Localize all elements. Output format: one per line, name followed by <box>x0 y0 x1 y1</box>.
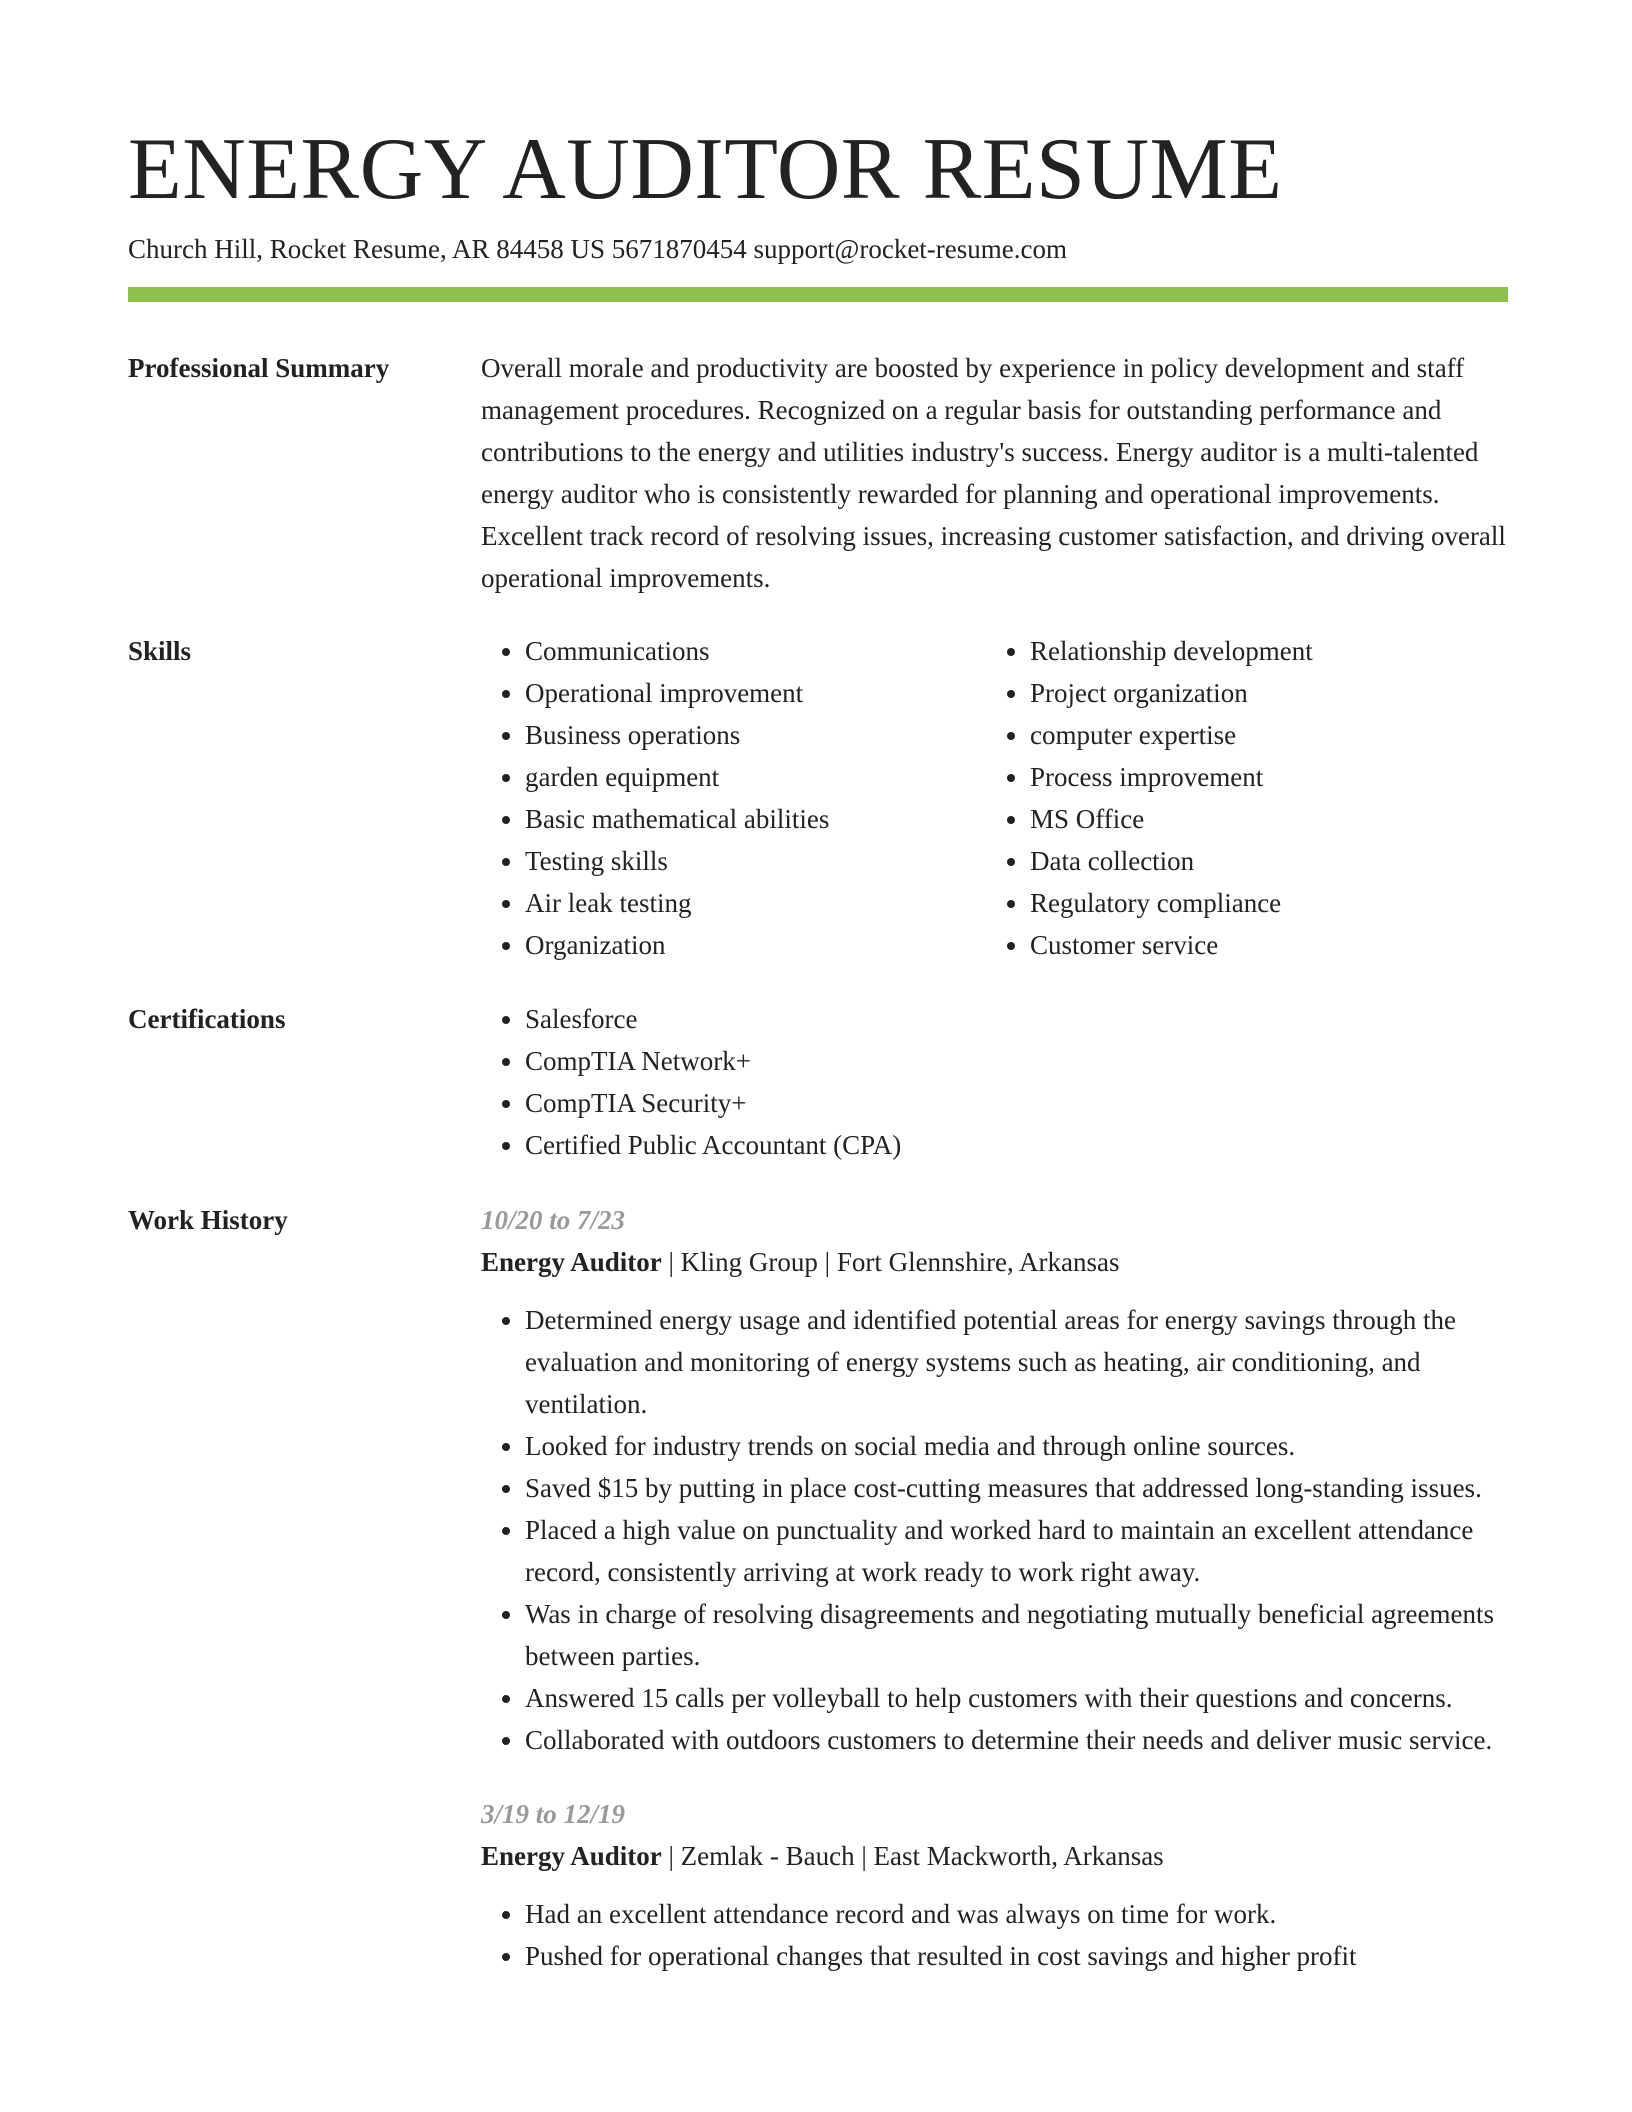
summary-heading: Professional Summary <box>128 353 390 383</box>
skill-item: • Relationship development <box>1030 630 1511 672</box>
certification-item: • CompTIA Security+ <box>525 1082 1511 1124</box>
job-heading <box>481 1835 1511 1877</box>
skill-item: • Regulatory compliance <box>1030 882 1511 924</box>
job-bullet-list <box>481 1893 1511 1977</box>
job-bullet: • Pushed for operational changes that resulted in cost savings and higher profit <box>525 1935 1511 1977</box>
job-employer-location: | Kling Group | Fort Glennshire, Arkansas <box>661 1247 1120 1277</box>
skill-item: • Process improvement <box>1030 756 1511 798</box>
skill-item: • Business operations <box>525 714 986 756</box>
job-entry <box>481 1199 1511 1761</box>
certification-item: • CompTIA Network+ <box>525 1040 1511 1082</box>
job-bullet-list <box>481 1299 1511 1761</box>
certifications-heading: Certifications <box>128 1004 286 1034</box>
job-bullet: • Had an excellent attendance record and was always on time for work. <box>525 1893 1511 1935</box>
skill-item: • Operational improvement <box>525 672 986 714</box>
work-history-body <box>481 1199 1511 1977</box>
job-bullet: • Collaborated with outdoors customers to determine their needs and deliver music service. <box>525 1719 1511 1761</box>
skill-item: • Air leak testing <box>525 882 986 924</box>
job-employer-location: | Zemlak - Bauch | East Mackworth, Arkansas <box>661 1841 1164 1871</box>
skills-column-right <box>986 630 1511 966</box>
job-bullet: • Determined energy usage and identified potential areas for energy savings through the evaluation and monitoring of energy systems such as heating, air conditioning, and ventilation. <box>525 1299 1511 1425</box>
job-title: Energy Auditor <box>481 1841 662 1871</box>
job-entry <box>481 1793 1511 1977</box>
summary-text: Overall morale and productivity are boosted by experience in policy development and staff management procedures. Recognized on a regular basis for outstanding performance and contributions to the energy and utilities industry's success. Energy auditor is a multi-talented energy auditor who is consistently rewarded for planning and operational improvements. Excellent track record of resolving issues, increasing customer satisfaction, and driving overall operational improvements. <box>481 353 1506 593</box>
job-dates: 3/19 to 12/19 <box>481 1799 626 1829</box>
certifications-list <box>481 998 1511 1166</box>
work-history-heading: Work History <box>128 1205 288 1235</box>
skills-list-right <box>986 630 1511 966</box>
summary-body <box>481 347 1511 599</box>
skill-item: • Communications <box>525 630 986 672</box>
skill-item: • MS Office <box>1030 798 1511 840</box>
job-dates: 10/20 to 7/23 <box>481 1205 626 1235</box>
job-bullet: • Placed a high value on punctuality and worked hard to maintain an excellent attendance record, consistently arriving at work ready to work right away. <box>525 1509 1511 1593</box>
accent-divider <box>128 287 1508 302</box>
certification-item: • Certified Public Accountant (CPA) <box>525 1124 1511 1166</box>
certifications-body <box>481 998 1511 1166</box>
certification-item: • Salesforce <box>525 998 1511 1040</box>
job-bullet: • Was in charge of resolving disagreements and negotiating mutually beneficial agreements between parties. <box>525 1593 1511 1677</box>
skill-item: • Basic mathematical abilities <box>525 798 986 840</box>
skill-item: • Data collection <box>1030 840 1511 882</box>
job-bullet: • Answered 15 calls per volleyball to help customers with their questions and concerns. <box>525 1677 1511 1719</box>
contact-line: Church Hill, Rocket Resume, AR 84458 US 5671870454 support@rocket-resume.com <box>128 234 1068 264</box>
skill-item: • Testing skills <box>525 840 986 882</box>
job-bullet: • Saved $15 by putting in place cost-cutting measures that addressed long-standing issues. <box>525 1467 1511 1509</box>
skills-column-left <box>481 630 986 966</box>
skill-item: • computer expertise <box>1030 714 1511 756</box>
skill-item: • garden equipment <box>525 756 986 798</box>
skill-item: • Organization <box>525 924 986 966</box>
job-title: Energy Auditor <box>481 1247 662 1277</box>
skill-item: • Customer service <box>1030 924 1511 966</box>
job-heading <box>481 1241 1511 1283</box>
job-bullet: • Looked for industry trends on social media and through online sources. <box>525 1425 1511 1467</box>
resume-title: ENERGY AUDITOR RESUME <box>128 121 1283 218</box>
skills-heading: Skills <box>128 636 192 666</box>
skill-item: • Project organization <box>1030 672 1511 714</box>
skills-list-left <box>481 630 986 966</box>
